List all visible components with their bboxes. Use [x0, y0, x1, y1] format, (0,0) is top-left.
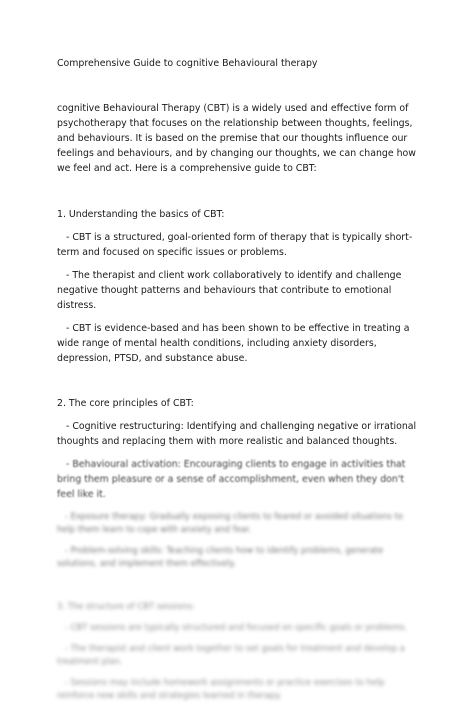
section-heading: 3. The structure of CBT sessions: [57, 601, 195, 611]
bullet-item: - Behavioural activation: Encouraging clients to engage in activities that bring them pleasure or a sense of accomplishment, even when they don't feel like it. [57, 459, 409, 500]
bullet-item: - Exposure therapy: Gradually exposing clients to feared or avoided situations to help them learn to cope with anxiety and fear. [57, 511, 406, 534]
document-title: Comprehensive Guide to cognitive Behavioural therapy [57, 58, 318, 69]
bullet-item: - Problem-solving skills: Teaching clients how to identify problems, generate solutions, and implement them effectively. [57, 545, 386, 568]
section-heading: 2. The core principles of CBT: [57, 398, 194, 409]
bullet-item: - CBT is a structured, goal-oriented form of therapy that is typically short-term and focused on specific issues or problems. [57, 232, 413, 258]
bullet-item: - Sessions may include homework assignments or practice exercises to help reinforce new skills and strategies learned in therapy. [57, 677, 388, 700]
bullet-item: - The therapist and client work collaboratively to identify and challenge negative thought patterns and behaviours that contribute to emotional distress. [57, 270, 405, 311]
bullet-item: - Cognitive restructuring: Identifying and challenging negative or irrational thoughts and replacing them with more realistic and balanced thoughts. [57, 421, 420, 447]
bullet-item: - CBT sessions are typically structured and focused on specific goals or problems. [57, 622, 408, 632]
document-page [57, 56, 419, 710]
section-basics [57, 207, 419, 366]
section-core-principles [57, 396, 419, 570]
section-heading: 1. Understanding the basics of CBT: [57, 209, 225, 220]
bullet-item: - The therapist and client work together to set goals for treatment and develop a treatment plan. [57, 643, 408, 666]
intro-paragraph: cognitive Behavioural Therapy (CBT) is a widely used and effective form of psychotherapy that focuses on the relationship between thoughts, feelings, and behaviours. It is based on the premise that our thoughts influence our feelings and behaviours, and by changing our thoughts, we can change how we feel and act. Here is a comprehensive guide to CBT: [57, 103, 416, 174]
section-session-structure [57, 600, 419, 702]
bullet-item: - CBT is evidence-based and has been shown to be effective in treating a wide range of mental health conditions, including anxiety disorders, depression, PTSD, and substance abuse. [57, 323, 413, 364]
